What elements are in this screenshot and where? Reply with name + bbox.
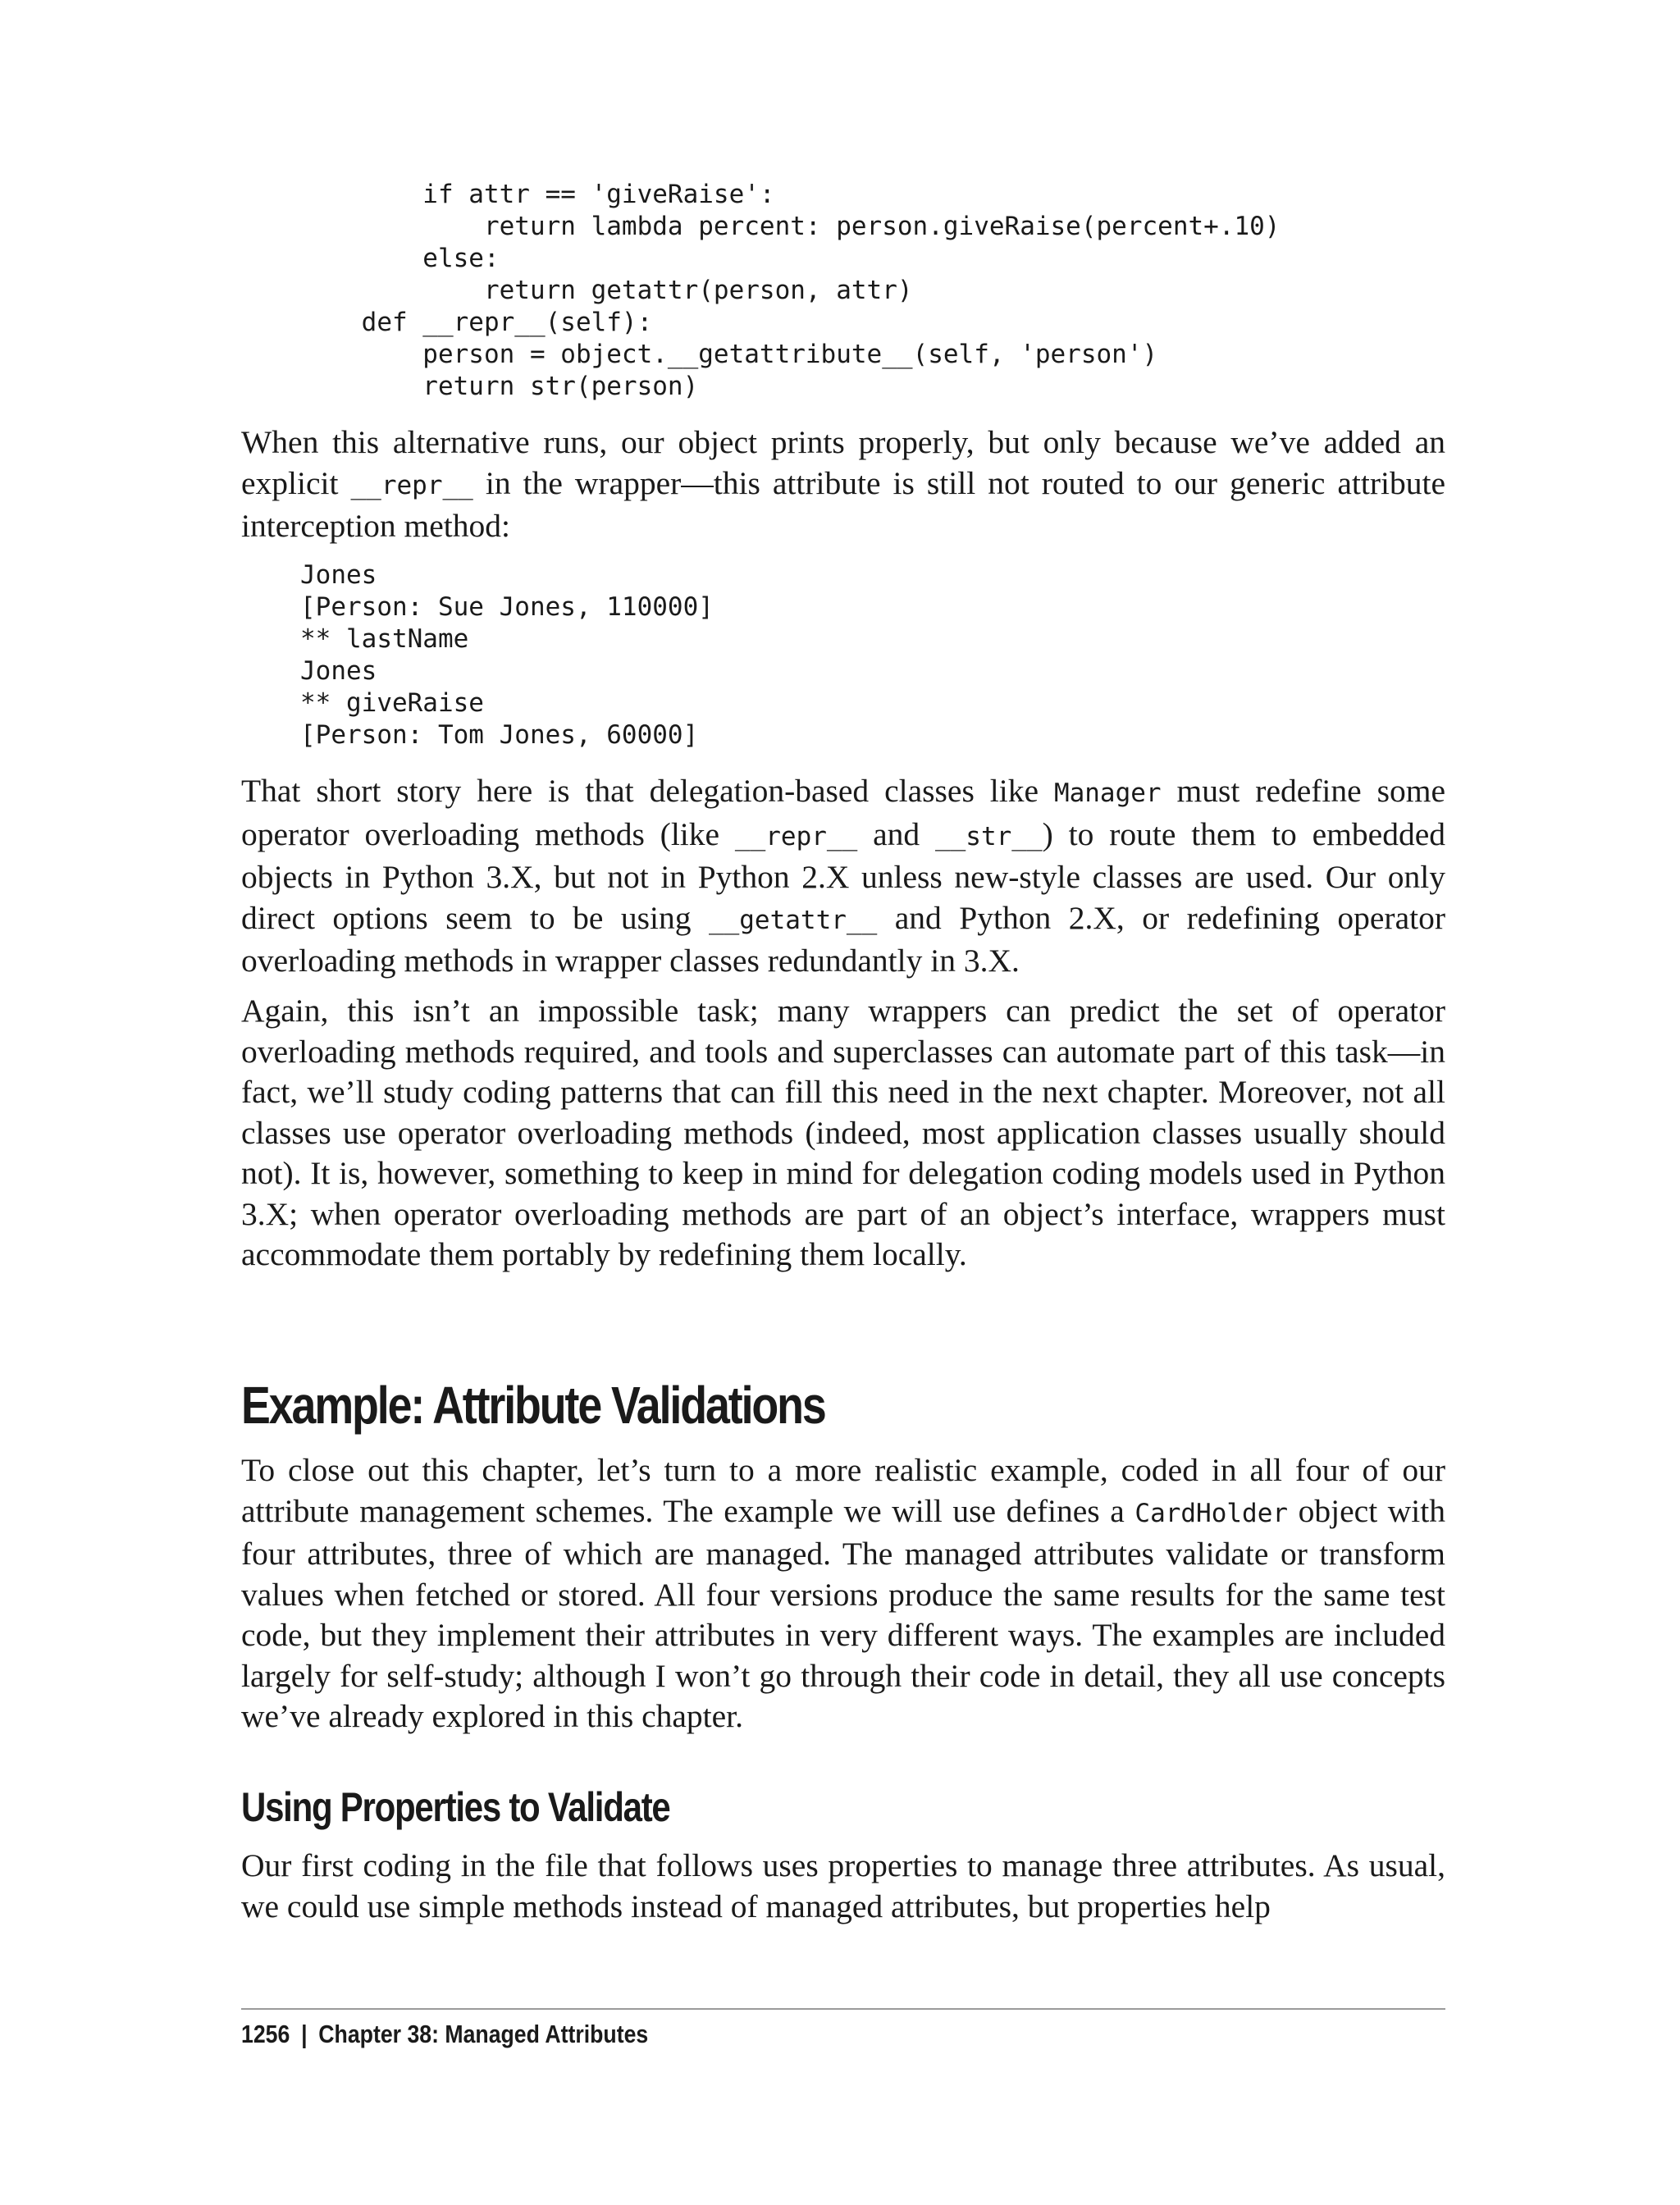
output-line: Jones [300, 656, 377, 686]
code-line: return str(person) [300, 372, 699, 401]
page-number: 1256 [241, 2020, 290, 2048]
output-line: Jones [300, 560, 377, 590]
inline-code: __getattr__ [708, 905, 878, 935]
inline-code: __str__ [934, 821, 1043, 851]
code-line: return lambda percent: person.giveRaise(percent+.10) [300, 212, 1281, 241]
paragraph-short-story: That short story here is that delegation-based classes like Manager must redefine some operator overloading methods (like __repr__ and __str__) to route them to embedded objects in Python 3.X, but not in Python 2.X unless new-style classes are used. Our only direct options seem to be using __getattr__ and Python 2.X, or redefining operator overloading methods in wrapper classes redundantly in 3.X. [241, 773, 1445, 979]
output-line: ** giveRaise [300, 688, 484, 718]
paragraph-close-out: To close out this chapter, let’s turn to a more realistic example, coded in all four of our attribute management schemes. The example we will use defines a CardHolder object with four attributes, three of which are managed. The managed attributes validate or transform values when fetched or stored. All four versions produce the same results for the same test code, but they implement their attributes in very different ways. The examples are included largely for self-study; although I won’t go through their code in detail, they all use concepts we’ve already explored in this chapter. [241, 1452, 1445, 1734]
code-block-wrapper-repr [300, 179, 1280, 403]
inline-code: Manager [1053, 778, 1162, 808]
subsection-heading: Using Properties to Validate [241, 1784, 670, 1830]
section-heading: Example: Attribute Validations [241, 1376, 825, 1435]
output-line: ** lastName [300, 624, 469, 654]
page-footer [241, 2020, 648, 2049]
paragraph-alternative-runs: When this alternative runs, our object prints properly, but only because we’ve added an explicit __repr__ in the wrapper—this attribute is still not routed to our generic attribute interception method: [241, 424, 1445, 544]
footer-divider [241, 2008, 1445, 2010]
code-line: person = object.__getattribute__(self, 'person') [300, 340, 1158, 369]
chapter-title: Chapter 38: Managed Attributes [318, 2020, 649, 2048]
code-line: else: [300, 244, 500, 273]
code-line: def __repr__(self): [300, 308, 653, 337]
paragraph-again: Again, this isn’t an impossible task; many wrappers can predict the set of operator overloading methods required, and tools and superclasses can automate part of this task—in fact, we’ll study coding patterns that can fill this need in the next chapter. Moreover, not all classes use operator overloading methods (indeed, most application classes usually should not). It is, however, something to keep in mind for delegation coding models used in Python 3.X; when operator overloading methods are part of an object’s interface, wrappers must accommodate them portably by redefining them locally. [241, 993, 1445, 1272]
code-line: return getattr(person, attr) [300, 276, 913, 305]
inline-code: __repr__ [734, 821, 858, 851]
footer-separator: | [301, 2020, 308, 2048]
paragraph-first-coding: Our first coding in the file that follows uses properties to manage three attributes. As usual, we could use simple methods instead of managed attributes, but properties help [241, 1847, 1445, 1924]
output-line: [Person: Sue Jones, 110000] [300, 592, 714, 622]
inline-code: __repr__ [350, 470, 473, 500]
code-block-output [300, 559, 714, 751]
inline-code: CardHolder [1134, 1498, 1289, 1528]
output-line: [Person: Tom Jones, 60000] [300, 720, 699, 750]
code-line: if attr == 'giveRaise': [300, 180, 775, 209]
